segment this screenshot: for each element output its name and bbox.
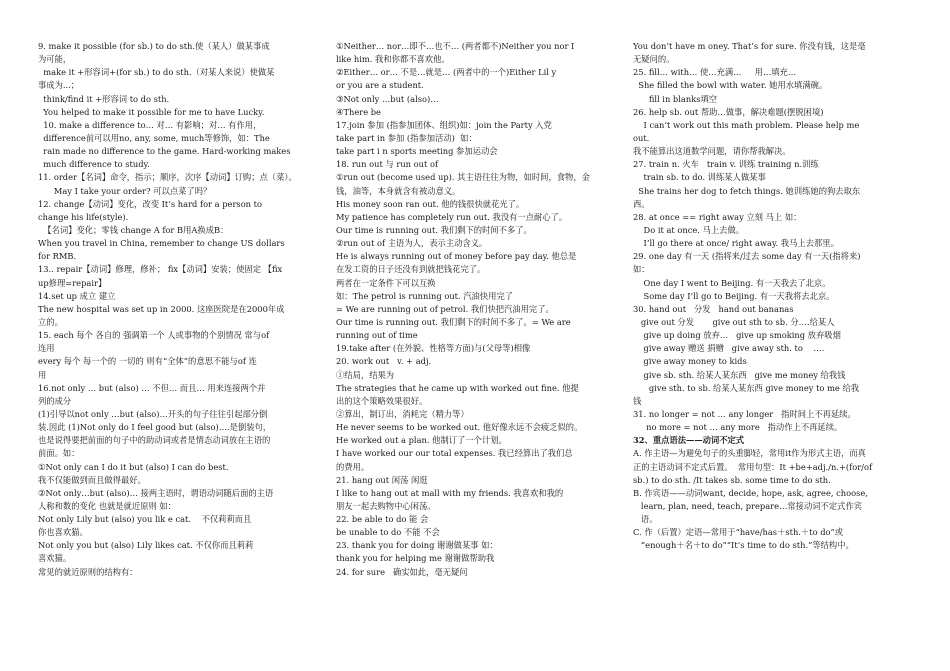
- text-line: 为可能，: [38, 54, 72, 65]
- text-line: 【名词】变化；零钱 change A for B用A换成B：: [38, 224, 229, 235]
- text-line: He is always running out of money before pay day. 他总是: [336, 251, 577, 262]
- text-line: ③Not only …but (also)…: [336, 93, 439, 104]
- text-line: I like to hang out at mall with my friends. 我喜欢和我的: [336, 487, 564, 498]
- text-line: One day I went to Beijing. 有一天我去了北京。: [633, 277, 831, 288]
- text-line: = We are running out of petrol. 我们快把汽油用完了。: [336, 303, 554, 314]
- text-line: (1)引导以not only …but (also)…开头的句子往往引起部分倒: [38, 408, 268, 419]
- text-line: 我不能算出这道数学问题，请你帮我解决。: [633, 146, 791, 157]
- text-line: ②Not only…but (also)… 接两主语时，谓语动词随后面的主语: [38, 487, 274, 498]
- text-line: 26. help sb. out 帮助…做事，解决难题(摆脱困境): [633, 106, 824, 117]
- text-line: 西。: [633, 198, 650, 209]
- text-line: every 每个 每一个的 一切的 则有“全体”的意思不能与of 连: [38, 356, 257, 367]
- text-line: give sb. sth. 给某人某东西 give me money 给我钱: [633, 369, 846, 380]
- text-line: The strategies that he came up with worked out fine. 他提: [336, 382, 579, 393]
- text-line: difference前可以用no, any, some, much等修饰，如：The: [38, 132, 270, 143]
- text-line: 28. at once == right away 立刻 马上 如：: [633, 211, 802, 222]
- text-line: take part in 参加 (指参加活动) 如：: [336, 132, 477, 143]
- text-line: out.: [633, 132, 650, 143]
- text-line: He worked out a plan. 他制订了一个计划。: [336, 435, 507, 446]
- text-line: 16.not only … but (also) … 不但… 而且… 用来连接两个并: [38, 382, 266, 393]
- text-line: running out of time: [336, 330, 418, 341]
- text-line: 我不仅能做到而且做得最好。: [38, 474, 146, 485]
- text-line: be unable to do 不能 不会: [336, 527, 440, 538]
- text-column-right: [633, 40, 915, 552]
- text-line: His money soon ran out. 他的钱很快就花光了。: [336, 198, 525, 209]
- text-line: 喜欢猫。: [38, 553, 72, 564]
- text-line: rain made no difference to the game. Hard-working makes: [38, 146, 291, 157]
- text-line: 人称和数的变化 也就是就近原则 如：: [38, 500, 177, 511]
- text-line: May I take your order? 可以点菜了吗？: [38, 185, 212, 196]
- text-line: 24. for sure 确实如此，毫无疑问: [336, 566, 468, 577]
- text-line: “enough＋名＋to do”“It’s time to do sth.”等结构中。: [633, 540, 854, 551]
- text-line: ④There be: [336, 106, 381, 117]
- text-line: He never seems to be worked out. 他好像永远不会疲乏似的。: [336, 422, 583, 433]
- text-line: I’ll go there at once/ right away. 我马上去那里。: [633, 238, 839, 249]
- text-line: 25. fill… with… 使…充满… 用…填充…: [633, 67, 797, 78]
- text-line: C. 作（后置）定语—常用于“have/has＋sth.＋to do”或: [633, 527, 844, 538]
- text-line: take part i n sports meeting 参加运动会: [336, 146, 498, 157]
- text-line: 正的主语动词不定式后置。 常用句型：It +be+adj./n.+(for/of: [633, 461, 873, 472]
- text-line: give out 分发 give out sth to sb. 分….给某人: [633, 316, 835, 327]
- text-line: 11. order【名词】命令，指示；顺序，次序【动词】订购；点（菜）。: [38, 172, 297, 183]
- text-line: 前面。如：: [38, 448, 80, 459]
- text-line: 9. make it possible (for sb.) to do sth.使（某人）做某事成: [38, 41, 270, 51]
- text-line: like him. 我和你都不喜欢他。: [336, 54, 450, 65]
- text-line: 语。: [633, 514, 658, 525]
- text-line: 30. hand out 分发 hand out bananas: [633, 303, 794, 314]
- text-line: I have worked our our total expenses. 我已经算出了我们总: [336, 448, 573, 459]
- text-line: 事成为...；: [38, 80, 80, 91]
- text-line: 22. be able to do 能 会: [336, 514, 429, 525]
- text-line: train sb. to do. 训练某人做某事: [633, 172, 766, 183]
- text-line: Our time is running out. 我们剩下的时间不多了。= We are: [336, 316, 571, 327]
- text-line: A. 作主语—为避免句子的头重脚轻，常用it作为形式主语，而真: [633, 448, 866, 459]
- text-line: for RMB.: [38, 251, 77, 262]
- text-line: 27. train n. 火车 train v. 训练 training n.训练: [633, 159, 819, 170]
- text-line: ②算出，制订出，消耗完（精力等）: [336, 408, 469, 419]
- text-line: up修理=repair】: [38, 277, 107, 288]
- text-line: 10. make a difference to… 对… 有影响；对… 有作用，: [38, 119, 262, 130]
- text-line: 17.join 参加 (指参加团体、组织)如：join the Party 入党: [336, 119, 552, 130]
- text-line: 23. thank you for doing 谢谢做某事 如：: [336, 540, 498, 551]
- text-line: no more = not … any more 指动作上不再延续。: [633, 422, 843, 433]
- text-line: I can’t work out this math problem. Please help me: [633, 119, 860, 130]
- text-line: You helped to make it possible for me to have Lucky.: [38, 106, 265, 117]
- text-line: You don’t have m oney. That’s for sure. 你没有钱，这是毫: [633, 41, 866, 51]
- text-line: give away 赠送 捐赠 give away sth. to ….: [633, 343, 825, 354]
- text-line: give sth. to sb. 给某人某东西 give money to me 给我: [633, 382, 860, 393]
- text-line: change his life(style).: [38, 211, 129, 222]
- text-column-left: [38, 40, 324, 579]
- text-line: 朋友一起去购物中心闲荡。: [336, 500, 436, 511]
- text-line: 也是说得要把前面的句子中的助动词或者是情态动词放在主语的: [38, 435, 271, 446]
- text-line: 出的这个策略效果很好。: [336, 395, 428, 406]
- text-line: 14.set up 成立 建立: [38, 290, 116, 301]
- text-column-middle: [336, 40, 620, 579]
- text-line: My patience has completely run out. 我没有一点耐心了。: [336, 211, 568, 222]
- text-line: Our time is running out. 我们剩下的时间不多了。: [336, 224, 532, 235]
- text-line: 29. one day 有一天 (指将来/过去 some day 有一天(指将来): [633, 251, 861, 262]
- text-line: 装.因此 (1)Not only do I feel good but (also)….是倒装句，: [38, 422, 272, 433]
- section-heading: 32、重点语法——动词不定式: [633, 435, 745, 446]
- text-line: ①Not only can I do it but (also) I can do best.: [38, 461, 229, 472]
- text-line: 18. run out 与 run out of: [336, 159, 439, 170]
- text-line: 钱: [633, 395, 642, 406]
- text-line: Do it at once. 马上去做。: [633, 224, 745, 235]
- text-line: 20. work out v. + adj.: [336, 356, 432, 367]
- text-line: 21. hang out 闲荡 闲逛: [336, 474, 428, 485]
- text-line: When you travel in China, remember to change US dollars: [38, 238, 285, 249]
- text-line: She filled the bowl with water. 她用水填满碗。: [633, 80, 828, 91]
- text-line: 12. change【动词】变化，改变 It’s hard for a person to: [38, 198, 262, 209]
- text-line: B. 作宾语——动词want, decide, hope, ask, agree, choose,: [633, 487, 868, 498]
- text-line: 如：The petrol is running out. 汽油快用完了: [336, 290, 514, 301]
- text-line: give up doing 放弃… give up smoking 放弃吸烟: [633, 330, 841, 341]
- text-line: ①结局，结果为: [336, 369, 395, 380]
- text-line: ①run out (become used up). 其主语往往为物，如时间，食物，金: [336, 172, 590, 183]
- text-line: 用: [38, 369, 47, 380]
- text-line: 两者在一定条件下可以互换: [336, 277, 436, 288]
- text-line: 列的成分: [38, 395, 72, 406]
- text-line: 13.. repair【动词】修理，修补； fix【动词】安装；使固定 【fix: [38, 264, 283, 275]
- text-line: or you are a student.: [336, 80, 424, 91]
- text-line: think/find it +形容词 to do sth.: [38, 93, 170, 104]
- text-line: 连用: [38, 343, 55, 354]
- text-line: 常见的就近原则的结构有：: [38, 566, 138, 577]
- text-line: She trains her dog to fetch things. 她训练她的狗去取东: [633, 185, 861, 196]
- text-line: 19.take after (在外貌、性格等方面)与(父母等)相像: [336, 343, 531, 354]
- text-line: ①Neither… nor…即不…也不… (两者都不)Neither you nor I: [336, 41, 575, 51]
- text-line: 钱，油等，本身就含有被动意义。: [336, 185, 461, 196]
- text-line: 31. no longer = not … any longer 指时间上不再延续。: [633, 408, 856, 419]
- text-line: 无疑问的。: [633, 54, 675, 65]
- text-line: 15. each 每个 各自的 强调第一个 人或事物的个别情况 常与of: [38, 330, 270, 341]
- text-line: give away money to kids: [633, 356, 747, 367]
- text-line: Not only Lily but (also) you lik e cat. 不仅莉莉而且: [38, 514, 252, 525]
- text-line: make it +形容词+(for sb.) to do sth.（对某人来说）使做某: [38, 67, 275, 78]
- text-line: Some day I’ll go to Beijing. 有一天我将去北京。: [633, 290, 835, 301]
- text-line: much difference to study.: [38, 159, 150, 170]
- text-line: 立的。: [38, 316, 63, 327]
- text-line: learn, plan, need, teach, prepare…常接动词不定式作宾: [633, 500, 863, 511]
- text-line: thank you for helping me 谢谢做帮助我: [336, 553, 495, 564]
- text-line: ②Either… or… 不是…就是… (两者中的一个)Either Lil y: [336, 67, 557, 78]
- text-line: sb.) to do sth. /It takes sb. some time to do sth.: [633, 474, 831, 485]
- text-line: 在发工资的日子还没有到就把钱花完了。: [336, 264, 486, 275]
- text-line: The new hospital was set up in 2000. 这座医院是在2000年成: [38, 303, 285, 314]
- text-line: fill in blanks填空: [633, 93, 718, 104]
- text-line: ②run out of 主语为人，表示主动含义。: [336, 238, 488, 249]
- text-line: 你也喜欢猫。: [38, 527, 88, 538]
- text-line: Not only you but (also) Lily likes cat. 不仅你而且莉莉: [38, 540, 254, 551]
- text-line: 如：: [633, 264, 650, 275]
- text-line: 的费用。: [336, 461, 370, 472]
